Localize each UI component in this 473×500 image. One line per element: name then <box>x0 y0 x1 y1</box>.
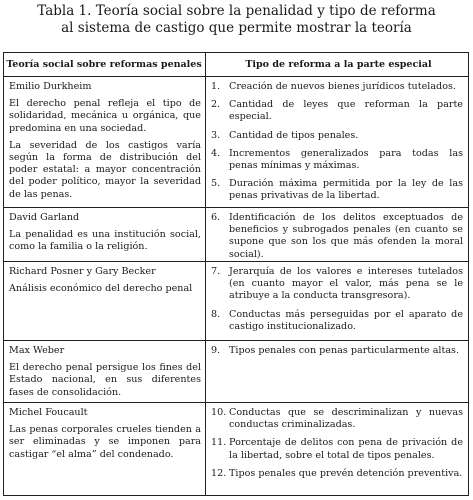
reform-item: 1. Creación de nuevos bienes jurídicos tutelados. <box>211 81 456 92</box>
reform-cell <box>211 345 463 363</box>
author-name: Max Weber <box>9 345 65 356</box>
author-name: David Garland <box>9 212 80 223</box>
reform-cell <box>211 407 463 486</box>
theory-text: Análisis económico del derecho penal <box>9 283 193 295</box>
theory-cell <box>9 212 201 259</box>
author-name: Emilio Durkheim <box>9 81 92 92</box>
theory-cell <box>9 407 201 466</box>
reform-item: 6. Identificación de los delitos exceptuados de beneficios y subrogados penales (en cuanto se supone que son los que más ofenden la moral social). <box>211 212 463 260</box>
reform-item: 4. Incrementos generalizados para todas las penas mínimas y máximas. <box>211 147 463 172</box>
header-social-theory: Teoría social sobre reformas penales <box>6 59 202 70</box>
reform-item: 9. Tipos penales con penas particularmente altas. <box>211 345 460 356</box>
reform-item: 7. Jerarquía de los valores e intereses tutelados (en cuanto mayor el valor, más pena se le atribuye a la conducta transgresora). <box>211 266 463 302</box>
table-row-garland <box>4 208 468 262</box>
author-name: Richard Posner y Gary Becker <box>9 266 156 277</box>
table-row-foucault <box>4 403 468 495</box>
table-row-posner-becker <box>4 262 468 341</box>
table-row-weber <box>4 341 468 403</box>
theory-cell <box>9 345 201 404</box>
caption-line-2: al sistema de castigo que permite mostrar la teoría <box>61 20 412 36</box>
theory-cell <box>9 266 201 300</box>
table-caption <box>0 3 473 37</box>
theory-cell <box>9 81 201 206</box>
header-reform-type: Tipo de reforma a la parte especial <box>245 59 432 70</box>
theory-text: El derecho penal refleja el tipo de solidaridad, mecánica u orgánica, que predomina en una sociedad. <box>9 98 201 134</box>
theory-text: Las penas corporales crueles tienden a ser eliminadas y se imponen para castigar “el alma” del condenado. <box>9 424 201 460</box>
reform-cell <box>211 266 463 339</box>
reform-item: 11. Porcentaje de delitos con pena de privación de la libertad, sobre el total de tipos penales. <box>211 437 463 461</box>
reform-item: 3. Cantidad de tipos penales. <box>211 129 359 141</box>
theory-text: La severidad de los castigos varía según la forma de distribución del poder estatal: a mayor concentración del poder político, mayor la severidad de las penas. <box>9 139 201 200</box>
reform-table <box>3 52 469 496</box>
reform-item: 5. Duración máxima permitida por la ley de las penas privativas de la libertad. <box>211 178 463 202</box>
theory-text: La penalidad es una institución social, como la familia o la religión. <box>9 229 201 253</box>
table-header <box>4 53 468 77</box>
table-row-durkheim <box>4 77 468 208</box>
reform-item: 8. Conductas más perseguidas por el aparato de castigo institucionalizado. <box>211 308 463 332</box>
theory-text: El derecho penal persigue los fines del Estado nacional, en sus diferentes fases de consolidación. <box>9 362 201 398</box>
reform-item: 12. Tipos penales que prevén detención preventiva. <box>211 467 463 479</box>
author-name: Michel Foucault <box>9 407 88 418</box>
caption-line-1: Tabla 1. Teoría social sobre la penalidad y tipo de reforma <box>37 3 436 19</box>
reform-cell <box>211 81 463 209</box>
reform-cell <box>211 212 463 267</box>
reform-item: 2. Cantidad de leyes que reforman la parte especial. <box>211 99 463 123</box>
reform-item: 10. Conductas que se descriminalizan y nuevas conductas criminalizadas. <box>211 407 463 431</box>
